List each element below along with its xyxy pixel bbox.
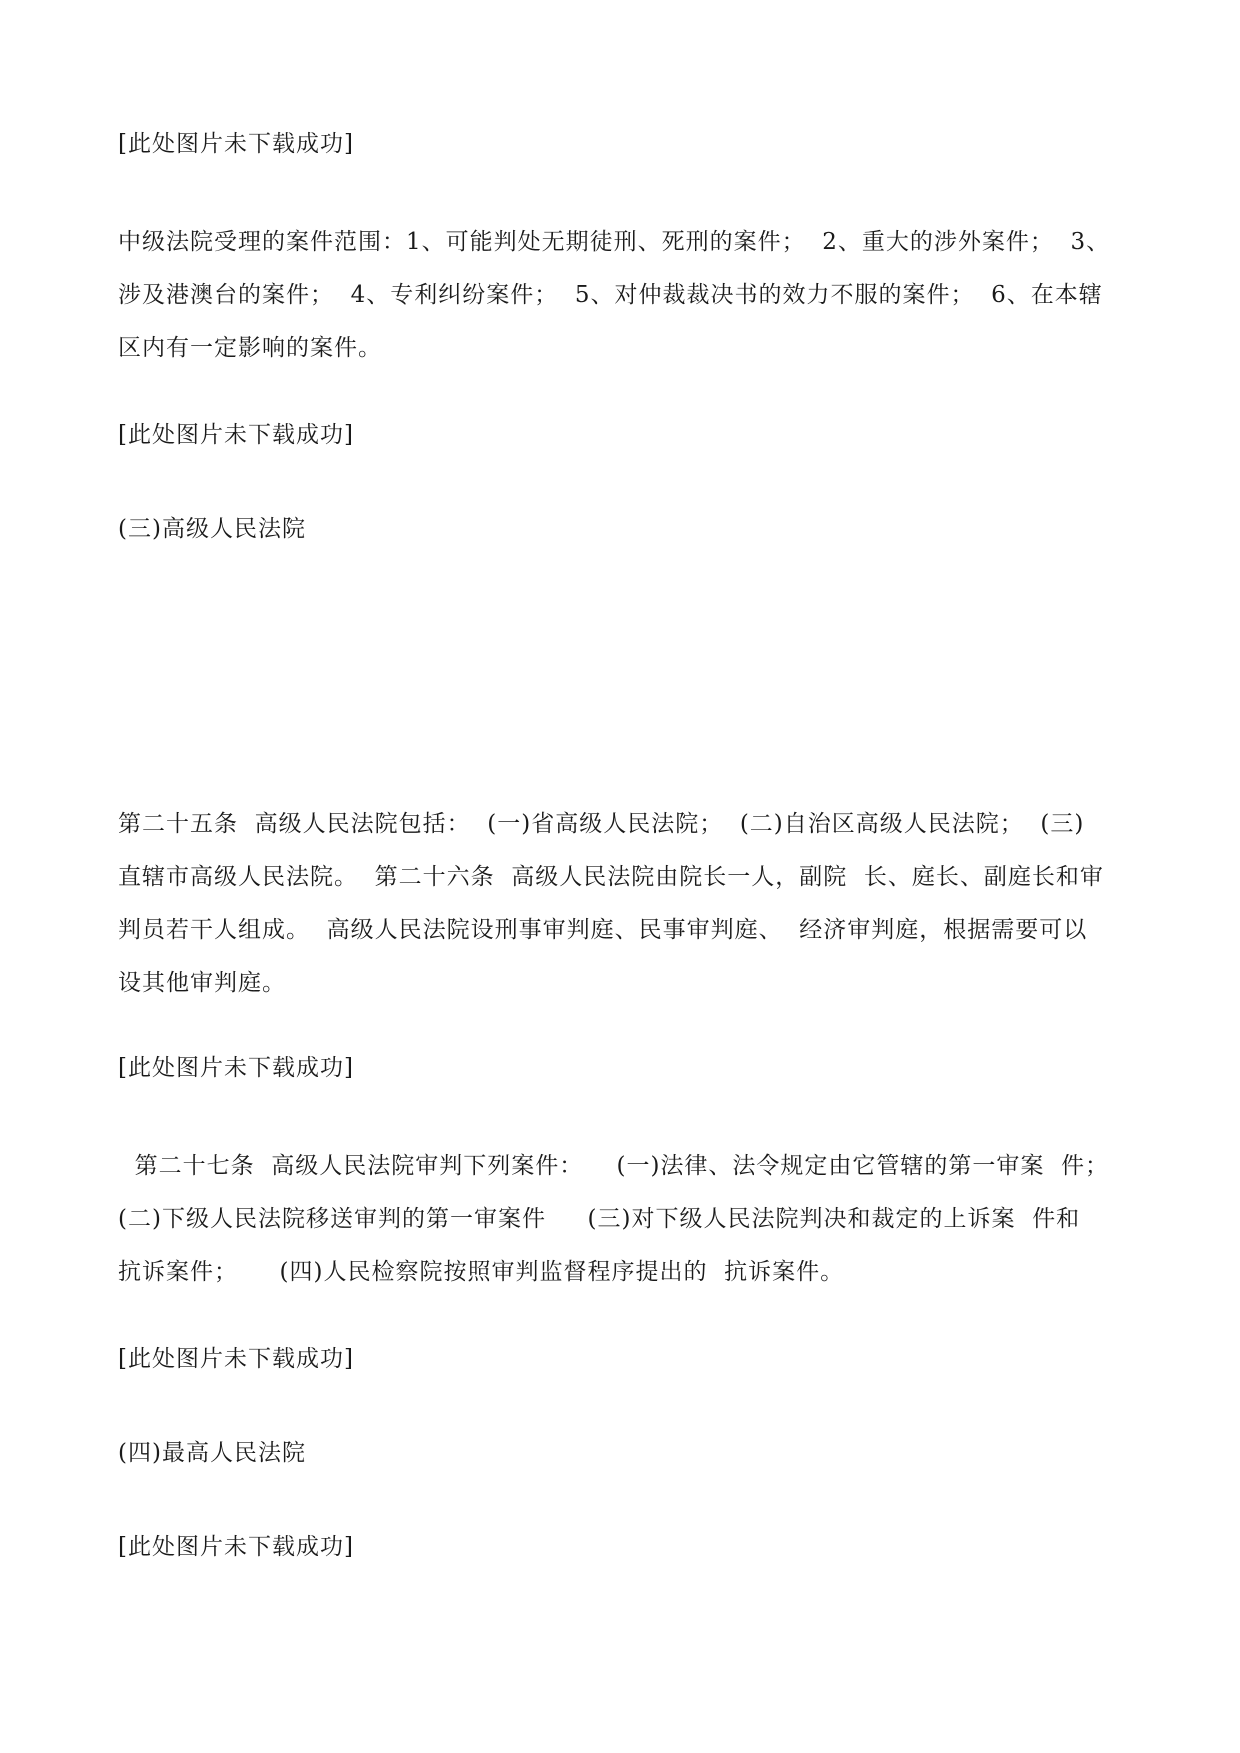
- paragraph-line: (二)下级人民法院移送审判的第一审案件 (三)对下级人民法院判决和裁定的上诉案 件和: [118, 1206, 1081, 1232]
- image-placeholder-4: [118, 1333, 1124, 1386]
- paragraph-line: 设其他审判庭。: [118, 970, 286, 996]
- paragraph-line: 中级法院受理的案件范围：1、可能判处无期徒刑、死刑的案件； 2、重大的涉外案件； 3、: [118, 229, 1111, 255]
- image-placeholder-text: [此处图片未下载成功]: [118, 1534, 354, 1560]
- heading-supreme-court: [118, 1427, 1124, 1480]
- image-placeholder-text: [此处图片未下载成功]: [118, 1055, 354, 1081]
- paragraph-line: 第二十五条 高级人民法院包括： (一)省高级人民法院； (二)自治区高级人民法院； (三): [118, 811, 1085, 837]
- paragraph-line: 抗诉案件； (四)人民检察院按照审判监督程序提出的 抗诉案件。: [118, 1259, 845, 1285]
- image-placeholder-3: [118, 1042, 1124, 1095]
- paragraph-intermediate-court-scope: [118, 216, 1124, 375]
- heading-higher-court: [118, 503, 1124, 556]
- paragraph-line: 判员若干人组成。 高级人民法院设刑事审判庭、民事审判庭、 经济审判庭，根据需要可以: [118, 917, 1088, 943]
- image-placeholder-text: [此处图片未下载成功]: [118, 131, 354, 157]
- image-placeholder-text: [此处图片未下载成功]: [118, 1346, 354, 1372]
- paragraph-article-27: [118, 1140, 1124, 1299]
- paragraph-line: 第二十七条 高级人民法院审判下列案件： (一)法律、法令规定由它管辖的第一审案 件；: [118, 1153, 1110, 1179]
- paragraph-line: 区内有一定影响的案件。: [118, 335, 382, 361]
- paragraph-line: 涉及港澳台的案件； 4、专利纠纷案件； 5、对仲裁裁决书的效力不服的案件； 6、在本辖: [118, 282, 1103, 308]
- section-heading: (三)高级人民法院: [118, 516, 306, 542]
- image-placeholder-2: [118, 409, 1124, 462]
- paragraph-line: 直辖市高级人民法院。 第二十六条 高级人民法院由院长一人，副院 长、庭长、副庭长和审: [118, 864, 1104, 890]
- section-heading: (四)最高人民法院: [118, 1440, 306, 1466]
- image-placeholder-5: [118, 1521, 1124, 1574]
- image-placeholder-text: [此处图片未下载成功]: [118, 422, 354, 448]
- paragraph-article-25-26: [118, 798, 1124, 1010]
- image-placeholder-1: [118, 118, 1124, 171]
